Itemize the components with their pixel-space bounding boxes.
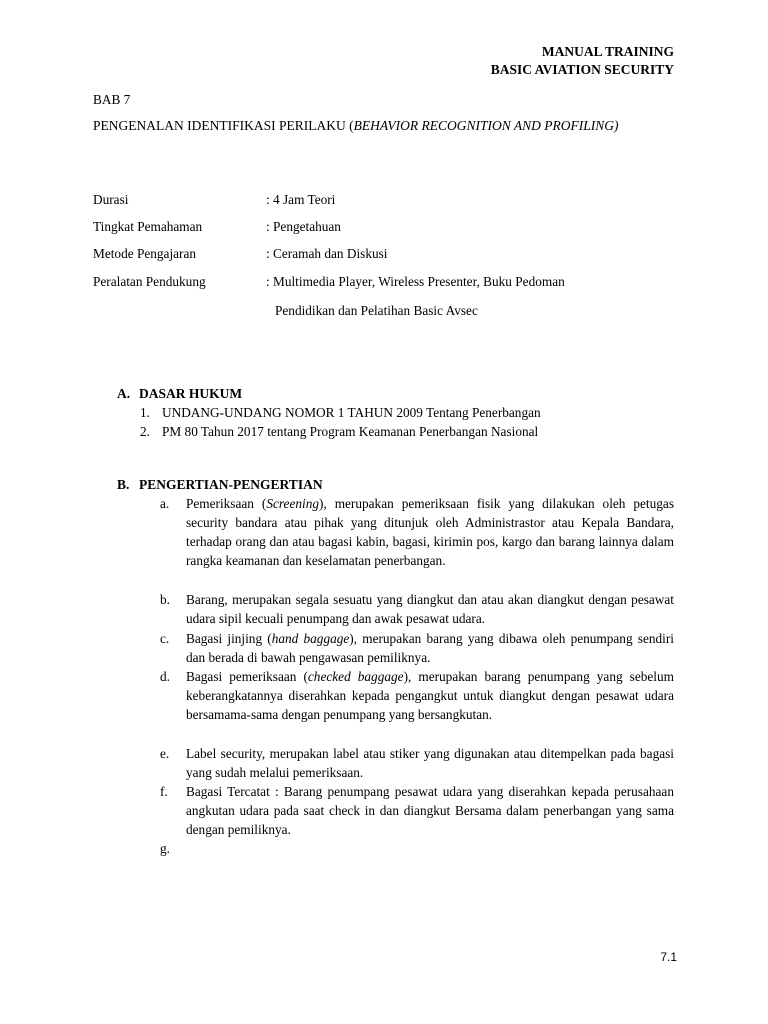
list-number: 2. — [140, 424, 150, 439]
definition-text: Bagasi jinjing ( — [186, 631, 272, 646]
list-item — [140, 403, 541, 422]
definition-term: checked baggage — [307, 669, 404, 684]
definition-text: ), merupakan pemeriksaan fisik yang dilakukan oleh petugas security bandara atau pihak yang ditunjuk oleh Administrastor atau Kepala Bandara, terhadap orang dan atau bagasi kabin, bagasi, kirimin pos, kargo dan barang lainnya dalam rangka keamanan dan keselamatan penerbangan. — [186, 496, 674, 568]
definition-text: Label security, merupakan label atau stiker yang digunakan atau ditempelkan pada bagasi yang sudah melalui pemeriksaan. — [186, 746, 674, 780]
definition-item-b — [160, 590, 674, 628]
list-number: 1. — [140, 405, 150, 420]
meta-value-durasi: : 4 Jam Teori — [266, 192, 336, 207]
definition-text: Bagasi Tercatat : Barang penumpang pesawat udara yang diserahkan kepada perusahaan angkutan udara pada saat check in dan diangkut Bersama dalam penerbangan yang sama dengan pemiliknya. — [186, 784, 674, 837]
definition-item-c — [160, 629, 674, 667]
definition-item-f — [160, 782, 674, 839]
chapter-title-italic: BEHAVIOR RECOGNITION AND PROFILING) — [353, 118, 619, 133]
definition-text: ), merupakan barang yang dibawa oleh penumpang sendiri dan berada di bawah pengawasan pemiliknya. — [186, 631, 674, 665]
list-item — [140, 422, 538, 441]
definition-text: Barang, merupakan segala sesuatu yang diangkut dan atau akan diangkut dengan pesawat udara sipil kecuali penumpang dan awak pesawat udara. — [186, 592, 674, 626]
meta-value-tingkat: : Pengetahuan — [266, 219, 341, 234]
section-b-heading — [117, 475, 323, 494]
header-title-line1: MANUAL TRAINING — [541, 44, 674, 59]
definition-term: Screening — [266, 496, 319, 511]
meta-value-peralatan-continuation: Pendidikan dan Pelatihan Basic Avsec — [275, 303, 478, 318]
section-a-letter: A. — [117, 386, 131, 401]
definition-item-e — [160, 744, 674, 782]
section-b-letter: B. — [117, 477, 130, 492]
list-text: PM 80 Tahun 2017 tentang Program Keamanan Penerbangan Nasional — [162, 424, 539, 439]
chapter-title-main: PENGENALAN IDENTIFIKASI PERILAKU ( — [93, 118, 354, 133]
meta-label-peralatan: Peralatan Pendukung — [93, 274, 206, 289]
meta-value-peralatan: : Multimedia Player, Wireless Presenter, Buku Pedoman — [266, 274, 565, 289]
section-a-heading — [117, 384, 242, 403]
meta-label-tingkat: Tingkat Pemahaman — [93, 219, 203, 234]
section-a-title: DASAR HUKUM — [139, 386, 243, 401]
page-number: 7.1 — [660, 950, 677, 964]
chapter-label: BAB 7 — [93, 92, 131, 107]
meta-value-metode: : Ceramah dan Diskusi — [266, 246, 388, 261]
definition-item-d — [160, 667, 674, 724]
definition-mark: b. — [160, 592, 170, 607]
definition-item-g — [160, 839, 674, 858]
definition-text: Bagasi pemeriksaan ( — [186, 669, 308, 684]
definition-mark: d. — [160, 669, 170, 684]
header-title-line2: BASIC AVIATION SECURITY — [490, 62, 674, 77]
chapter-title — [93, 116, 678, 135]
definition-text: Pemeriksaan ( — [186, 496, 267, 511]
definition-item-a — [160, 494, 674, 570]
definition-text: ), merupakan barang penumpang yang sebelum keberangkatannya diserahkan kepada pengangkut untuk diangkut dengan pesawat udara bersamama-sama dengan penumpang yang bersangkutan. — [186, 669, 674, 722]
meta-label-durasi: Durasi — [93, 192, 129, 207]
definition-term: hand baggage — [271, 631, 350, 646]
definition-mark: g. — [160, 841, 170, 856]
list-text: UNDANG-UNDANG NOMOR 1 TAHUN 2009 Tentang Penerbangan — [162, 405, 541, 420]
meta-label-metode: Metode Pengajaran — [93, 246, 197, 261]
definition-mark: c. — [160, 631, 170, 646]
section-b-title: PENGERTIAN-PENGERTIAN — [139, 477, 323, 492]
definition-mark: a. — [160, 496, 170, 511]
definition-mark: f. — [160, 784, 168, 799]
definition-mark: e. — [160, 746, 170, 761]
